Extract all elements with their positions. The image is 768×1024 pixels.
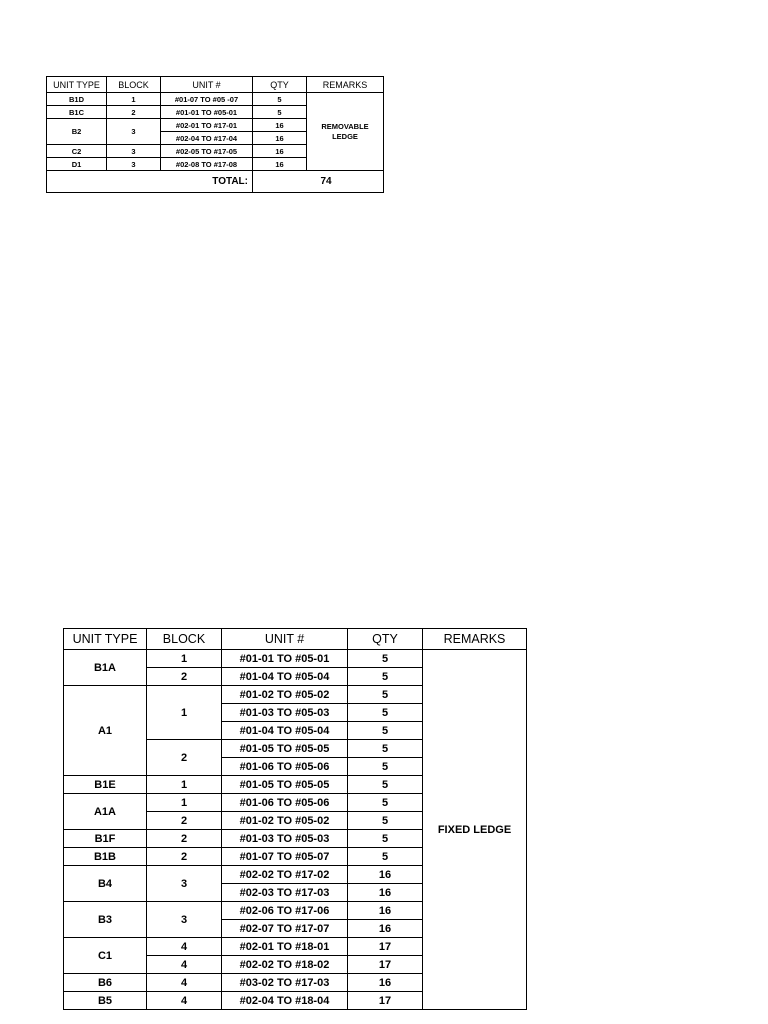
unit-cell: #01-04 TO #05-04 xyxy=(222,668,348,686)
block-cell: 1 xyxy=(107,93,161,106)
qty-cell: 5 xyxy=(348,650,423,668)
qty-cell: 17 xyxy=(348,938,423,956)
header-remarks: REMARKS xyxy=(423,629,527,650)
qty-cell: 5 xyxy=(348,686,423,704)
unit-cell: #02-08 TO #17-08 xyxy=(161,158,253,171)
header-unit: UNIT # xyxy=(161,77,253,93)
unit-cell: #01-01 TO #05-01 xyxy=(161,106,253,119)
qty-cell: 5 xyxy=(253,93,307,106)
unit-cell: #01-03 TO #05-03 xyxy=(222,704,348,722)
table-header-row xyxy=(64,629,527,650)
unit-type-cell: B1F xyxy=(64,830,147,848)
qty-cell: 16 xyxy=(348,920,423,938)
block-cell: 2 xyxy=(107,106,161,119)
table-row xyxy=(64,650,527,668)
header-unit: UNIT # xyxy=(222,629,348,650)
unit-cell: #01-01 TO #05-01 xyxy=(222,650,348,668)
unit-cell: #01-02 TO #05-02 xyxy=(222,812,348,830)
header-qty: QTY xyxy=(348,629,423,650)
total-label: TOTAL: xyxy=(47,171,253,193)
block-cell: 3 xyxy=(107,119,161,145)
block-cell: 4 xyxy=(147,974,222,992)
unit-cell: #01-03 TO #05-03 xyxy=(222,830,348,848)
unit-cell: #01-06 TO #05-06 xyxy=(222,758,348,776)
remarks-cell: FIXED LEDGE xyxy=(423,650,527,1010)
total-value: 74 xyxy=(253,171,384,193)
unit-cell: #01-02 TO #05-02 xyxy=(222,686,348,704)
header-remarks: REMARKS xyxy=(307,77,384,93)
unit-type-cell: A1 xyxy=(64,686,147,776)
qty-cell: 5 xyxy=(348,722,423,740)
qty-cell: 5 xyxy=(348,740,423,758)
qty-cell: 5 xyxy=(348,668,423,686)
qty-cell: 5 xyxy=(348,794,423,812)
qty-cell: 5 xyxy=(348,830,423,848)
qty-cell: 5 xyxy=(253,106,307,119)
block-cell: 1 xyxy=(147,686,222,740)
header-qty: QTY xyxy=(253,77,307,93)
unit-type-cell: B1B xyxy=(64,848,147,866)
unit-cell: #02-06 TO #17-06 xyxy=(222,902,348,920)
qty-cell: 16 xyxy=(348,974,423,992)
remarks-cell: REMOVABLE LEDGE xyxy=(307,93,384,171)
block-cell: 3 xyxy=(107,158,161,171)
header-unit-type: UNIT TYPE xyxy=(47,77,107,93)
unit-type-cell: B6 xyxy=(64,974,147,992)
unit-cell: #01-06 TO #05-06 xyxy=(222,794,348,812)
unit-cell: #02-01 TO #17-01 xyxy=(161,119,253,132)
total-row xyxy=(47,171,384,193)
qty-cell: 17 xyxy=(348,992,423,1010)
unit-type-cell: B1C xyxy=(47,106,107,119)
qty-cell: 16 xyxy=(253,158,307,171)
block-cell: 1 xyxy=(147,776,222,794)
block-cell: 2 xyxy=(147,830,222,848)
unit-cell: #02-02 TO #17-02 xyxy=(222,866,348,884)
table-header-row xyxy=(47,77,384,93)
unit-cell: #02-07 TO #17-07 xyxy=(222,920,348,938)
table-row xyxy=(47,93,384,106)
block-cell: 3 xyxy=(147,866,222,902)
unit-type-cell: C2 xyxy=(47,145,107,158)
unit-cell: #03-02 TO #17-03 xyxy=(222,974,348,992)
unit-type-cell: B5 xyxy=(64,992,147,1010)
qty-cell: 16 xyxy=(253,119,307,132)
unit-cell: #02-04 TO #18-04 xyxy=(222,992,348,1010)
unit-type-cell: B4 xyxy=(64,866,147,902)
block-cell: 1 xyxy=(147,650,222,668)
block-cell: 4 xyxy=(147,956,222,974)
unit-cell: #01-07 TO #05-07 xyxy=(222,848,348,866)
removable-ledge-table xyxy=(46,76,384,193)
qty-cell: 16 xyxy=(253,145,307,158)
block-cell: 2 xyxy=(147,668,222,686)
qty-cell: 5 xyxy=(348,758,423,776)
header-unit-type: UNIT TYPE xyxy=(64,629,147,650)
qty-cell: 5 xyxy=(348,776,423,794)
block-cell: 2 xyxy=(147,740,222,776)
unit-cell: #01-04 TO #05-04 xyxy=(222,722,348,740)
block-cell: 2 xyxy=(147,812,222,830)
unit-cell: #02-01 TO #18-01 xyxy=(222,938,348,956)
qty-cell: 16 xyxy=(348,902,423,920)
qty-cell: 5 xyxy=(348,812,423,830)
block-cell: 4 xyxy=(147,938,222,956)
unit-type-cell: B3 xyxy=(64,902,147,938)
block-cell: 3 xyxy=(147,902,222,938)
unit-cell: #01-05 TO #05-05 xyxy=(222,740,348,758)
qty-cell: 5 xyxy=(348,848,423,866)
qty-cell: 5 xyxy=(348,704,423,722)
header-block: BLOCK xyxy=(147,629,222,650)
unit-type-cell: D1 xyxy=(47,158,107,171)
qty-cell: 16 xyxy=(348,884,423,902)
qty-cell: 17 xyxy=(348,956,423,974)
block-cell: 1 xyxy=(147,794,222,812)
unit-cell: #02-02 TO #18-02 xyxy=(222,956,348,974)
block-cell: 2 xyxy=(147,848,222,866)
unit-cell: #01-05 TO #05-05 xyxy=(222,776,348,794)
block-cell: 4 xyxy=(147,992,222,1010)
qty-cell: 16 xyxy=(253,132,307,145)
qty-cell: 16 xyxy=(348,866,423,884)
unit-type-cell: B1A xyxy=(64,650,147,686)
header-block: BLOCK xyxy=(107,77,161,93)
unit-cell: #01-07 TO #05 -07 xyxy=(161,93,253,106)
unit-type-cell: B1D xyxy=(47,93,107,106)
unit-type-cell: C1 xyxy=(64,938,147,974)
unit-type-cell: A1A xyxy=(64,794,147,830)
unit-cell: #02-05 TO #17-05 xyxy=(161,145,253,158)
unit-type-cell: B2 xyxy=(47,119,107,145)
fixed-ledge-table xyxy=(63,628,527,1010)
block-cell: 3 xyxy=(107,145,161,158)
unit-cell: #02-03 TO #17-03 xyxy=(222,884,348,902)
unit-type-cell: B1E xyxy=(64,776,147,794)
unit-cell: #02-04 TO #17-04 xyxy=(161,132,253,145)
